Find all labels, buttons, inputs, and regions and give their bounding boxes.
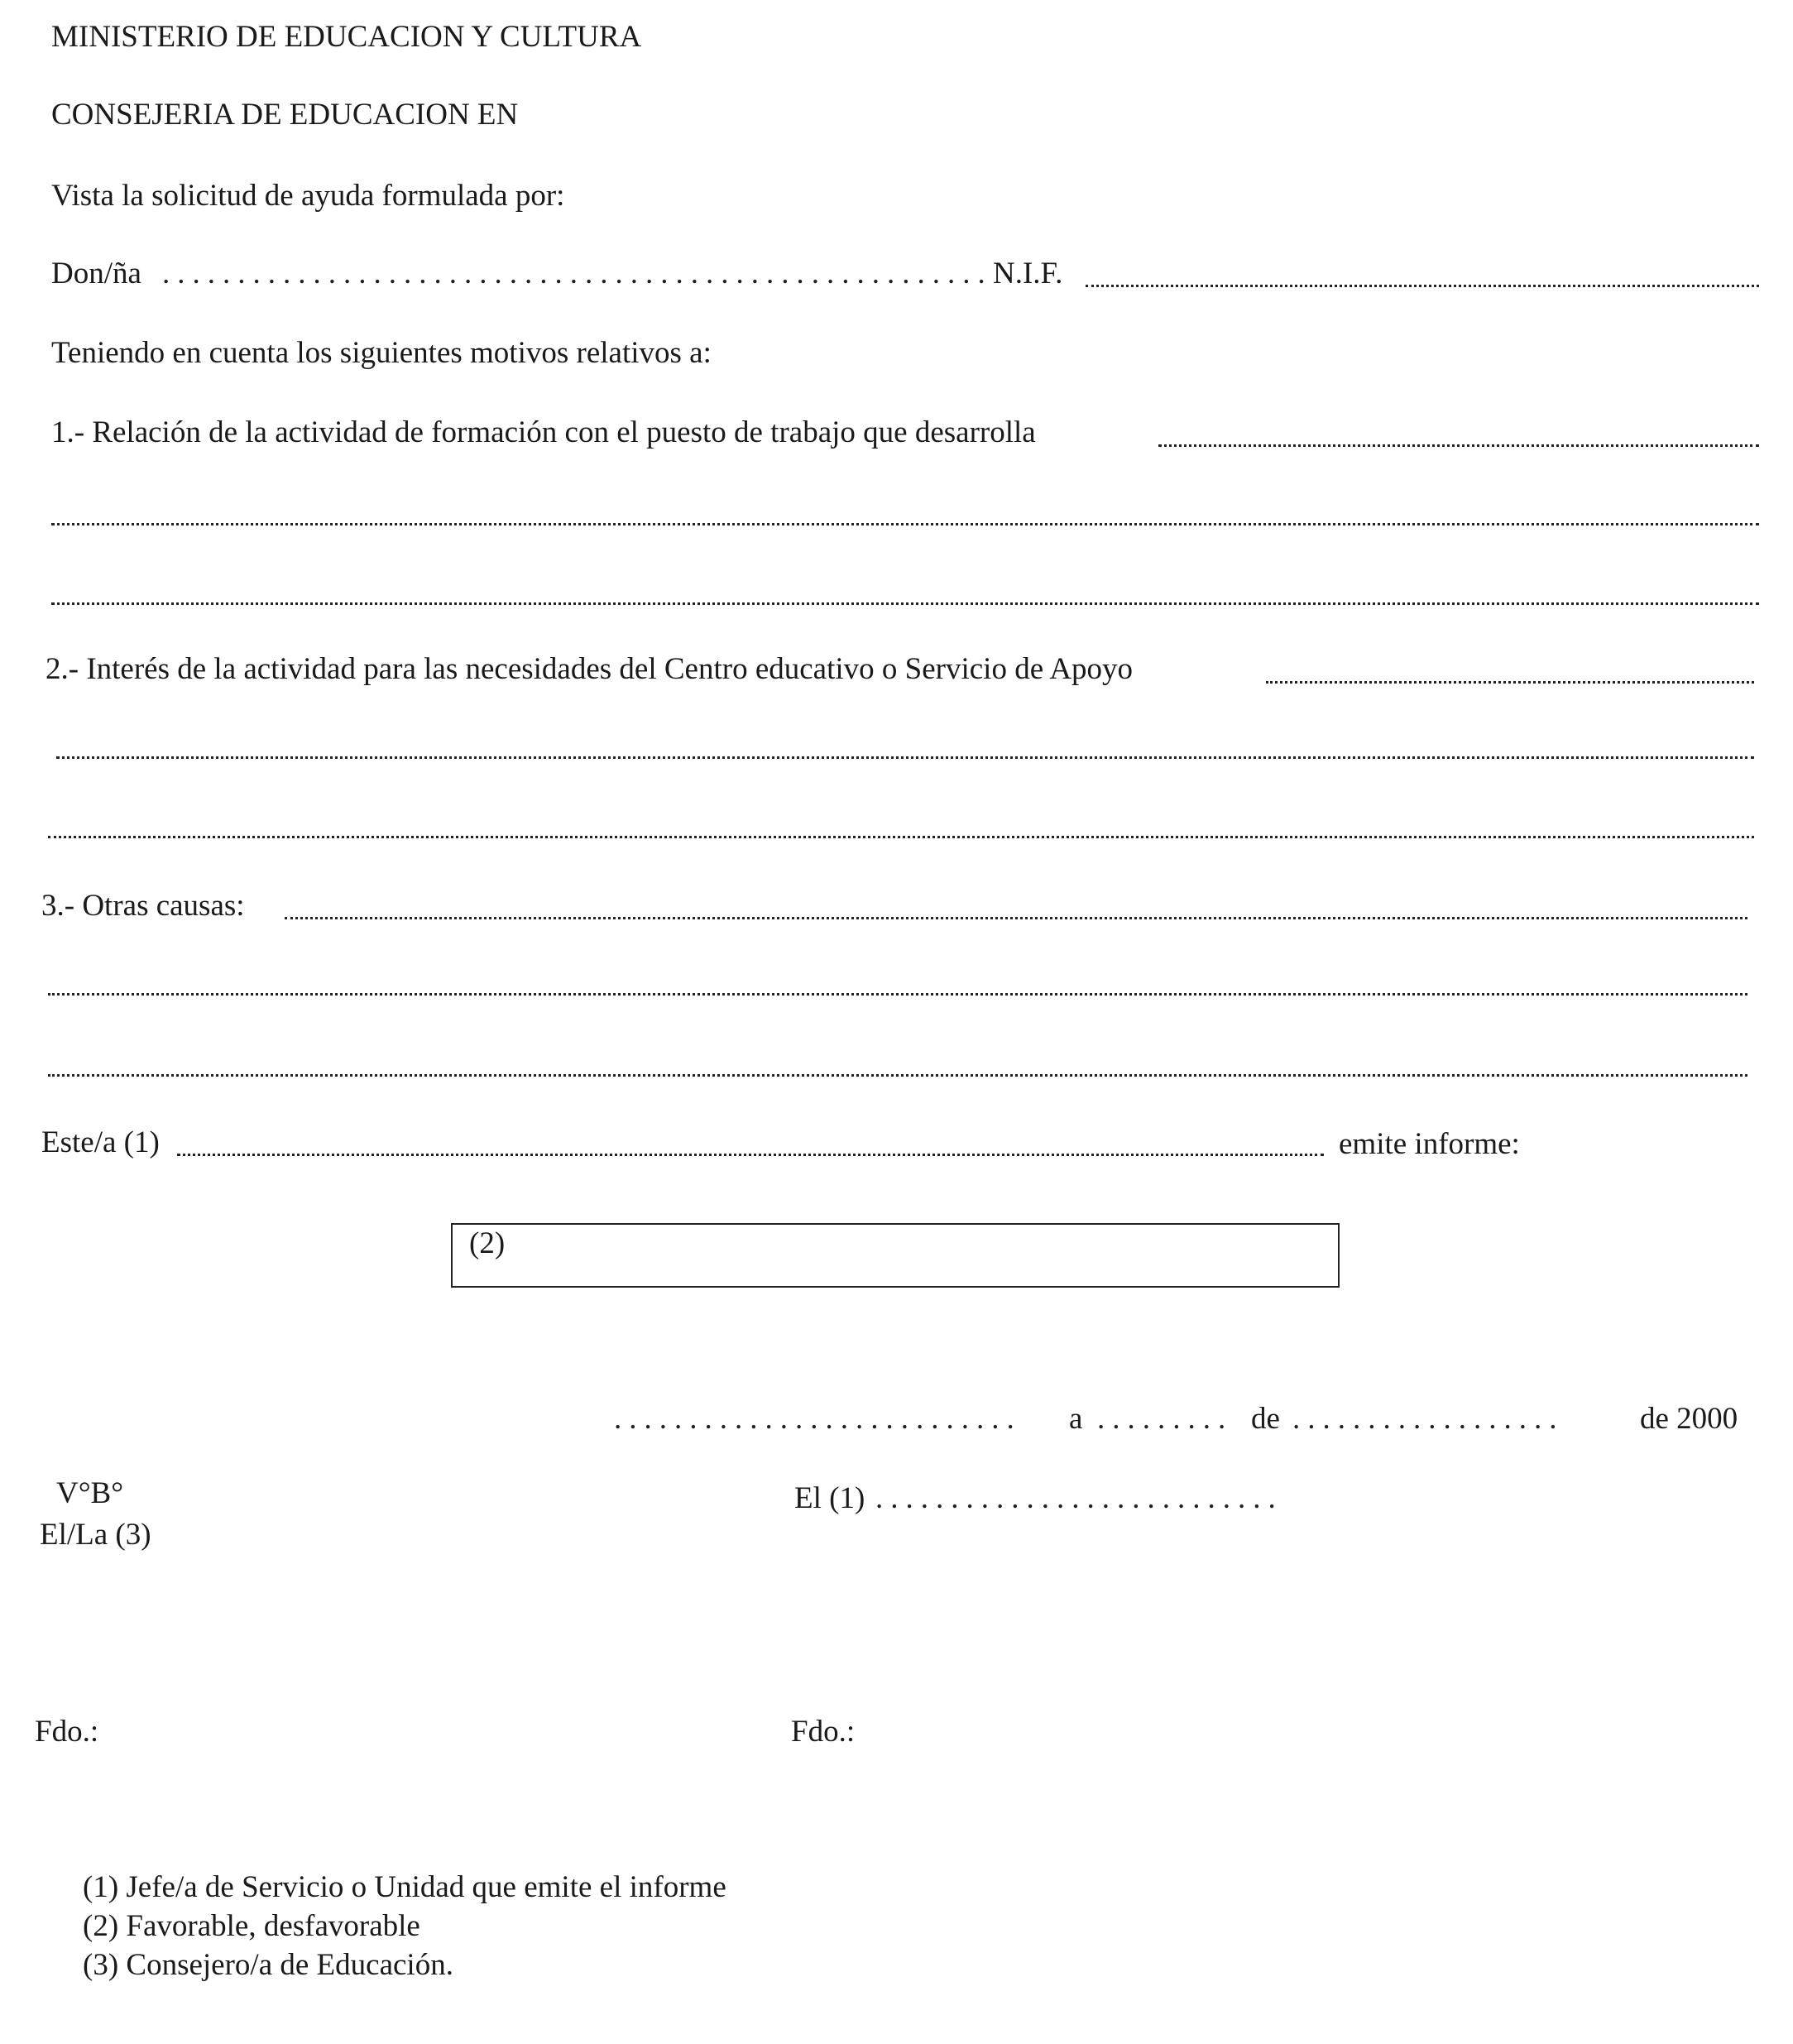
reason-1-label: 1.- Relación de la actividad de formación con el puesto de trabajo que desarrolla <box>51 415 1036 449</box>
right-signer-role: El (1) <box>794 1481 865 1515</box>
issuer-label: Este/a (1) <box>41 1125 160 1159</box>
month-field[interactable]: .................. <box>1292 1402 1565 1436</box>
footnote-2: (2) Favorable, desfavorable <box>83 1909 420 1943</box>
issues-report-text: emite informe: <box>1339 1127 1520 1161</box>
name-field[interactable]: ....................................................... <box>162 257 993 290</box>
request-line: Vista la solicitud de ayuda formulada por: <box>51 179 565 213</box>
footnote-1: (1) Jefe/a de Servicio o Unidad que emite el informe <box>83 1870 726 1904</box>
reason-3-label: 3.- Otras causas: <box>41 889 245 923</box>
reason-1-field[interactable] <box>1158 444 1759 447</box>
vobo-label: V°B° <box>56 1476 123 1510</box>
footnote-3: (3) Consejero/a de Educación. <box>83 1948 453 1982</box>
left-signed-label: Fdo.: <box>35 1715 99 1749</box>
reasons-intro: Teniendo en cuenta los siguientes motivos relativos a: <box>51 336 712 370</box>
place-field[interactable]: ........................... <box>614 1402 1022 1436</box>
day-field[interactable]: ......... <box>1097 1402 1234 1436</box>
reason-1-line-2[interactable] <box>51 523 1759 525</box>
name-label: Don/ña <box>51 257 141 290</box>
date-de-text: de <box>1251 1402 1280 1436</box>
reason-2-line-2[interactable] <box>56 756 1754 759</box>
reason-1-line-3[interactable] <box>51 602 1759 605</box>
report-result-box[interactable] <box>451 1223 1340 1288</box>
right-signer-field[interactable]: ........................... <box>875 1481 1283 1515</box>
date-year-text: de 2000 <box>1640 1402 1738 1436</box>
reason-2-field[interactable] <box>1266 681 1754 684</box>
report-result-label: (2) <box>469 1226 506 1260</box>
reason-3-line-2[interactable] <box>48 993 1747 996</box>
issuer-field[interactable] <box>177 1154 1324 1156</box>
council-heading: CONSEJERIA DE EDUCACION EN <box>51 98 519 132</box>
nif-field[interactable] <box>1086 285 1759 287</box>
ministry-heading: MINISTERIO DE EDUCACION Y CULTURA <box>51 20 642 54</box>
reason-2-label: 2.- Interés de la actividad para las necesidades del Centro educativo o Servicio de Apoyo <box>46 652 1134 686</box>
reason-3-field[interactable] <box>285 917 1747 919</box>
right-signed-label: Fdo.: <box>791 1715 856 1749</box>
reason-3-line-3[interactable] <box>48 1074 1747 1077</box>
left-signer-role: El/La (3) <box>40 1518 151 1552</box>
nif-label: N.I.F. <box>993 257 1063 290</box>
date-a-text: a <box>1069 1402 1083 1436</box>
reason-2-line-3[interactable] <box>48 836 1754 838</box>
